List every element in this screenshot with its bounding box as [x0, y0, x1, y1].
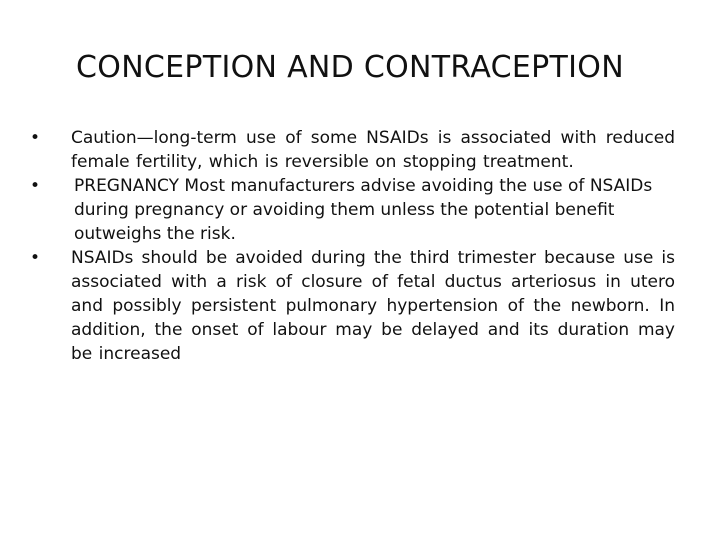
bullet-point-icon: •: [30, 176, 41, 196]
bullet-item-pregnancy: [30, 174, 675, 246]
bullet-list: [30, 126, 675, 366]
bullet-point-icon: •: [30, 128, 41, 148]
bullet-text: Caution—long-term use of some NSAIDs is associated with reduced female fertility, which is reversible on stopping treatment.: [71, 128, 675, 172]
bullet-item-fertility: [30, 126, 675, 174]
bullet-text: PREGNANCY Most manufacturers advise avoiding the use of NSAIDs during pregnancy or avoiding them unless the potential benefit outweighs the risk.: [74, 176, 653, 244]
slide-title: CONCEPTION AND CONTRACEPTION: [76, 50, 624, 85]
bullet-item-third-trimester: [30, 246, 675, 366]
bullet-point-icon: •: [30, 248, 41, 268]
bullet-text: NSAIDs should be avoided during the third trimester because use is associated with a risk of closure of fetal ductus arteriosus in utero and possibly persistent pulmonary hypertension of the newborn. In addition, the onset of labour may be delayed and its duration may be increased: [71, 248, 675, 364]
